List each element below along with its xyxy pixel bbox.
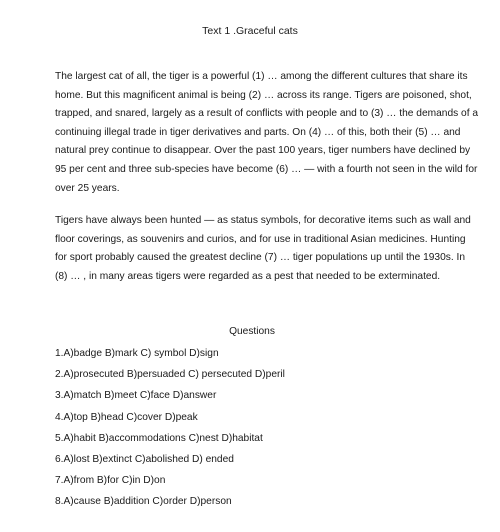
questions-heading: Questions	[229, 326, 275, 337]
paragraph-1: The largest cat of all, the tiger is a powerful (1) … among the different cultures that share its home. But this magnificent animal is being (2) … across its range. Tigers are poisoned, shot, trapped, and snared, largely as a result of conflicts with people and to (3) … the demands of a continuing illegal trade in tiger derivatives and parts. On (4) … of this, both their (5) … and natural prey continue to disappear. Over the past 100 years, tiger numbers have declined by 95 per cent and three sub-species have become (6) … — with a fourth not seen in the wild for over 25 years.	[55, 71, 479, 194]
question-4: 4.A)top B)head C)cover D)peak	[55, 411, 198, 423]
question-1: 1.A)badge B)mark C) symbol D)sign	[55, 348, 219, 359]
question-2: 2.A)prosecuted B)persuaded C) persecuted D)peril	[55, 369, 285, 381]
question-7: 7.A)from B)for C)in D)on	[55, 475, 166, 487]
questions-list	[55, 343, 285, 513]
question-3: 3.A)match B)meet C)face D)answer	[55, 390, 217, 402]
document-title: Text 1 .Graceful cats	[202, 25, 298, 37]
question-5: 5.A)habit B)accommodations C)nest D)habitat	[55, 432, 263, 444]
question-8: 8.A)cause B)addition C)order D)person	[55, 496, 232, 508]
paragraph-2: Tigers have always been hunted — as status symbols, for decorative items such as wall and floor coverings, as souvenirs and curios, and for use in traditional Asian medicines. Hunting for sport probably caused the greatest decline (7) … tiger populations up until the 1930s. In (8) … , in many areas tigers were regarded as a pest that needed to be exterminated.	[55, 215, 471, 282]
question-6: 6.A)lost B)extinct C)abolished D) ended	[55, 453, 234, 465]
